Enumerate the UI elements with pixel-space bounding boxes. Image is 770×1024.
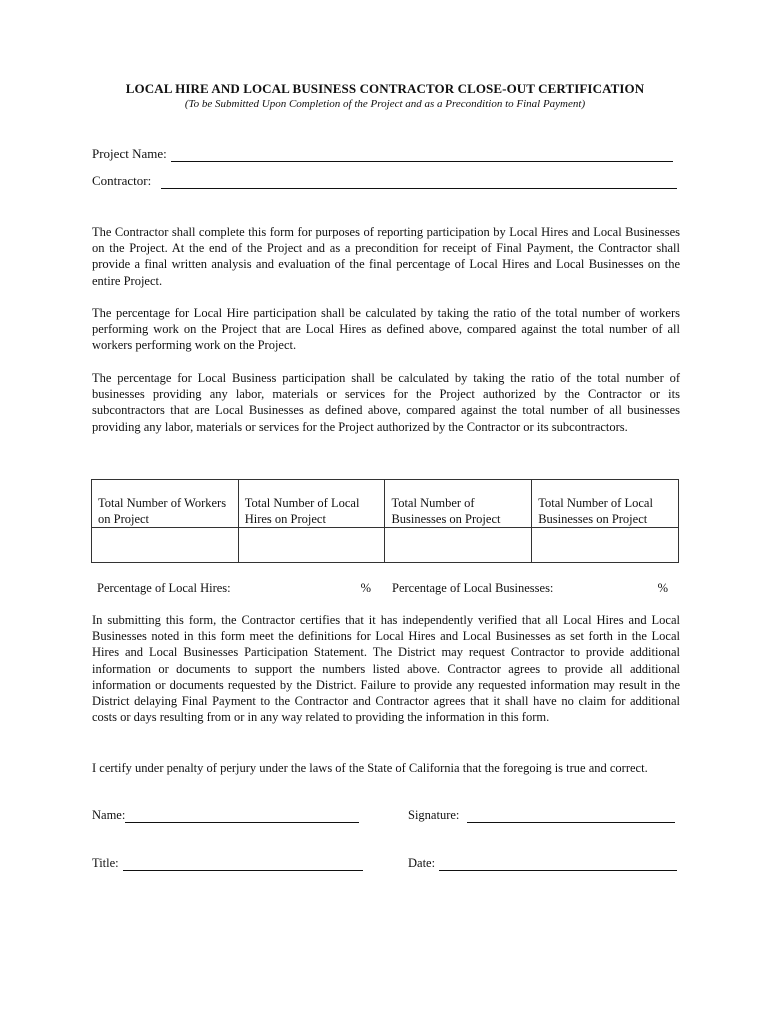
project-name-field[interactable] [171,148,673,162]
name-field[interactable] [125,809,359,823]
name-label: Name: [92,808,126,822]
local-business-paragraph: The percentage for Local Business participation shall be calculated by taking the ratio of the total number of businesses providing any labor, materials or services for the Project authorized by the Contractor or its subcontractors that are Local Businesses as defined above, compared against the total number of all businesses providing any labor, materials or services for the Project authorized by the Contractor or its subcontractors. [92,371,680,434]
table-header-cell: Total Number of Local Hires on Project [238,480,385,528]
pct-local-businesses[interactable] [392,581,668,596]
date-row [408,856,677,871]
project-name-label: Project Name: [92,146,167,161]
intro-paragraph: The Contractor shall complete this form for purposes of reporting participation by Local Hires and Local Businesses on the Project. At the end of the Project and as a precondition for receipt of Final Payment, the Contractor shall provide a final written analysis and evaluation of the final percentage of Local Hires and Local Businesses on the entire Project. [92,225,680,288]
local-hire-paragraph: The percentage for Local Hire participation shall be calculated by taking the ratio of the total number of workers performing work on the Project that are Local Hires as defined above, compared against the total number of all workers performing work on the Project. [92,306,680,353]
total-workers-cell[interactable] [92,528,239,563]
form-title: LOCAL HIRE AND LOCAL BUSINESS CONTRACTOR CLOSE-OUT CERTIFICATION [125,81,645,96]
percent-symbol: % [657,581,668,595]
form-subtitle: (To be Submitted Upon Completion of the Project and as a Precondition to Final Payment) [184,98,586,110]
signature-row [408,808,675,823]
title-label: Title: [92,856,119,870]
total-businesses-cell[interactable] [385,528,532,563]
pct-local-hires[interactable] [97,581,371,596]
perjury-statement: I certify under penalty of perjury under the laws of the State of California that the foregoing is true and correct. [92,761,648,775]
participation-table [91,479,679,563]
signature-field[interactable] [467,809,675,823]
contractor-label: Contractor: [92,173,152,188]
title-field[interactable] [123,857,363,871]
name-row [92,808,359,823]
table-header-cell: Total Number of Businesses on Project [385,480,532,528]
signature-label: Signature: [408,808,460,822]
project-name-row [92,146,673,162]
pct-local-businesses-label: Percentage of Local Businesses: [392,581,554,595]
contractor-field[interactable] [161,175,677,189]
certification-paragraph: In submitting this form, the Contractor certifies that it has independently verified that all Local Hires and Local Businesses noted in this form meet the definitions for Local Hires and Local Businesses as set forth in the Local Hires and Local Businesses Participation Statement. The District may request Contractor to provide additional information or documents to support the numbers listed above. Contractor agrees to provide all additional information or documents requested by the District. Failure to provide any requested information may result in the District delaying Final Payment to the Contractor and Contractor agrees that it shall have no claim for additional costs or days resulting from or in any way related to providing the information in this form. [92,613,680,725]
table-entry-row [92,528,679,563]
title-row [92,856,363,871]
percent-symbol: % [360,581,371,595]
date-field[interactable] [439,857,677,871]
date-label: Date: [408,856,436,870]
contractor-row [92,173,677,189]
table-header-row [92,480,679,528]
table-header-cell: Total Number of Local Businesses on Project [532,480,679,528]
pct-local-hires-label: Percentage of Local Hires: [97,581,231,595]
total-local-businesses-cell[interactable] [532,528,679,563]
table-header-cell: Total Number of Workers on Project [92,480,239,528]
total-local-hires-cell[interactable] [238,528,385,563]
